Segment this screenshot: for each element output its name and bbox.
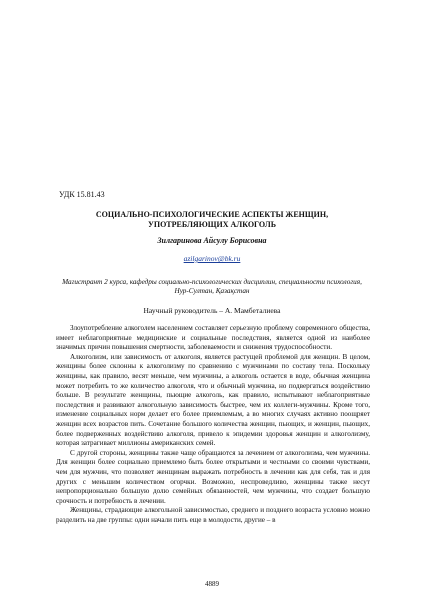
page-number: 4889 [205, 580, 219, 588]
body-paragraph: С другой стороны, женщины также чаще обращаются за лечением от алкоголизма, чем мужчины. Для женщин более социально приемлемо быть более открытыми и честными со своими чувствами, чем для мужчин, что позволяет женщинам выражать потребность в лечении как для себя, так и для других с меньшим количеством огорчки. Возможно, неспроведливо, женщины также несут непропорционально большую долю семейных обязанностей, чем мужчины, что создает большую срочность и потребность в лечении. [56, 448, 370, 505]
author-email-link[interactable]: azilgarinov@bk.ru [183, 254, 241, 263]
body-paragraph: Женщины, страдающие алкогольной зависимостью, среднего и позднего возраста условно можно разделить на две группы: одни начали пить еще в молодости, другие – в [56, 506, 370, 524]
article-title-line-1: СОЦИАЛЬНО-ПСИХОЛОГИЧЕСКИЕ АСПЕКТЫ ЖЕНЩИН, [95, 210, 329, 219]
article-body [56, 324, 370, 525]
author-affiliation: Магистрант 2 курса, кафедры социально-психологических дисциплин, специальности психология, Нур-Султан, Қазақстан [62, 278, 362, 296]
author-name: Зилгаринова Айсулу Борисовна [157, 236, 267, 245]
body-paragraph: Злоупотребление алкоголем населением составляет серьезную проблему современного общества, имеет неблагоприятные медицинские и социальные последствия, является одной из наиболее значимых причин повышения смертности, заболеваемости и снижения трудоспособности. [56, 324, 370, 352]
body-paragraph: Алкоголизм, или зависимость от алкоголя, является растущей проблемой для женщин. В целом, женщины более склонны к алкоголизму по сравнению с мужчинами по составу тела. Поскольку женщины, как правило, весят меньше, чем мужчины, а алкоголь остается в воде, обычная женщина может потребить то же количество алкоголя, что и обычный мужчина, но подвергаться воздействию больше. В результате женщины, пьющие алкоголь, как правило, испытывают неблагоприятные последствия и развивают алкогольную зависимость быстрее, чем их коллеги-мужчины. Кроме того, изменение социальных норм делает его более приемлемым, а во многих случаях активно поощряет женщин всех возрастов пить. Сочетание большого количества женщин, пьющих, и женщин, пьющих, более подверженных воздействию алкоголя, привело к эпидемии здоровья женщин и алкоголизму, которая затрагивает миллионы американских семей. [56, 352, 370, 448]
udc-code: УДК 15.81.43 [59, 190, 105, 199]
article-title-line-2: УПОТРЕБЛЯЮЩИХ АЛКОГОЛЬ [147, 220, 277, 229]
supervisor: Научный руководитель – А. Мамбеталиева [143, 306, 281, 315]
